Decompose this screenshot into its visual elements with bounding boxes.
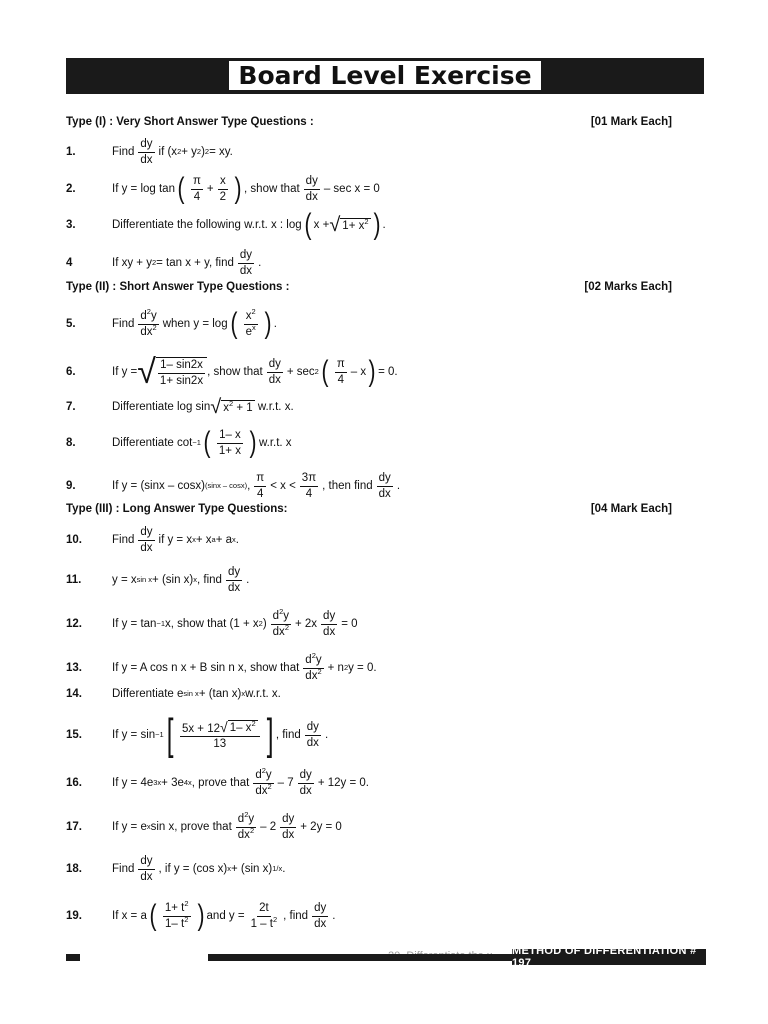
question-14	[66, 677, 706, 711]
question-body: y = x sin x + (sin x) x , find $\frac{dy}{dx}$ .	[112, 566, 250, 594]
text: when y = log	[162, 318, 228, 330]
question-16	[66, 766, 706, 800]
text: – 2	[260, 821, 277, 833]
bracket-right: ]	[266, 710, 274, 759]
question-body: Find $\frac{dy}{dx}$ , if y = (cos x) x + (sin x) 1/x .	[112, 855, 286, 883]
text: , if y = (cos x)	[158, 863, 228, 875]
text: ,	[247, 480, 251, 492]
question-body: If y = (sinx – cosx) (sinx – cosx) , $\frac{\pi}{4}$ < x < $\frac{3\pi}{4}$ , then find $\frac{dy}{dx}$ .	[112, 472, 401, 500]
section-title: Type (III) : Long Answer Type Questions:	[66, 503, 288, 515]
text: If y = log tan	[112, 183, 175, 195]
paren-left: (	[203, 426, 211, 459]
text: = 0	[341, 618, 358, 630]
question-number: 15.	[66, 729, 82, 741]
text: x +	[313, 219, 330, 231]
question-body: If y = √ $\frac{1- \sin 2x}{1+ \sin 2x}$ , show that $\frac{dy}{dx}$ + sec 2 ( $\frac{\pi}{4}$ – x ) = 0.	[112, 353, 398, 391]
question-number: 18.	[66, 863, 82, 875]
text: , find	[275, 729, 301, 741]
question-10	[66, 523, 706, 557]
text: + (sin x)	[230, 863, 273, 875]
fraction: $\frac{2t}{1 - t^2}$	[250, 902, 278, 930]
footer-bar	[208, 954, 512, 961]
fraction-pi-4: $\frac{\pi}{4}$	[336, 358, 345, 386]
fraction-3pi-4: $\frac{3\pi}{4}$	[301, 472, 317, 500]
text: Find	[112, 146, 135, 158]
question-number: 5.	[66, 318, 76, 330]
text: if (x	[158, 146, 178, 158]
fraction-dy-dx: $\frac{dy}{dx}$	[323, 610, 336, 638]
text: Find	[112, 863, 135, 875]
fraction-d2y-dx2: $\frac{d^2y}{dx^2}$	[140, 307, 157, 338]
text: w.r.t. x.	[245, 688, 281, 700]
text: If y = sin	[112, 729, 156, 741]
paren-right: )	[368, 355, 376, 388]
text: .	[324, 729, 329, 741]
fraction-d2y-dx2: $\frac{d^2y}{dx^2}$	[305, 651, 322, 682]
text: .	[273, 318, 277, 330]
question-body: If xy + y 2 = tan x + y, find $\frac{dy}{dx}$ .	[112, 249, 262, 277]
text: + 2y = 0	[300, 821, 342, 833]
text: .	[246, 574, 250, 586]
text: x, show that (1 + x	[165, 618, 259, 630]
text: Differentiate cot	[112, 437, 193, 449]
text: )	[262, 618, 267, 630]
text: , prove that	[191, 777, 250, 789]
text: – x	[350, 366, 367, 378]
text: If y = tan	[112, 618, 157, 630]
text: – 7	[277, 777, 294, 789]
question-4	[66, 246, 706, 280]
text: + n	[327, 662, 344, 674]
section-marks: [04 Mark Each]	[590, 503, 672, 515]
fraction-d2y-dx2: $\frac{d^2y}{dx^2}$	[272, 607, 289, 638]
text: y = x	[112, 574, 137, 586]
question-number: 4	[66, 257, 73, 269]
fraction-dy-dx: $\frac{dy}{dx}$	[140, 526, 153, 554]
paren-right: )	[197, 899, 205, 932]
square-root: √ $\frac{1- \sin 2x}{1+ \sin 2x}$	[137, 355, 207, 389]
fraction: $\frac{1- x}{1+ x}$	[218, 429, 241, 457]
fraction-dy-dx: $\frac{dy}{dx}$	[140, 138, 153, 166]
question-18	[66, 852, 706, 886]
text: If y = A cos n x + B sin n x, show that	[112, 662, 300, 674]
paren-left: (	[177, 172, 185, 205]
question-body: If y = sin −1 [ 5x + 12 √ 1– $x^2$ 13 ] , find $\frac{dy}{dx}$ .	[112, 710, 329, 759]
question-number: 17.	[66, 821, 82, 833]
text: + sec	[286, 366, 315, 378]
text: Find	[112, 534, 135, 546]
fraction-dy-dx: $\frac{dy}{dx}$	[305, 175, 318, 203]
text: + (tan x)	[198, 688, 242, 700]
paren-right: )	[249, 426, 257, 459]
text: Differentiate e	[112, 688, 184, 700]
question-number: 9.	[66, 480, 76, 492]
fraction: 5x + 12 √ 1– $x^2$ 13	[180, 720, 260, 750]
title-banner	[66, 58, 704, 94]
text: Differentiate log sin	[112, 401, 211, 413]
question-6	[66, 355, 706, 389]
fraction-pi-4: $\frac{\pi}{4}$	[192, 175, 201, 203]
text: y = 0.	[348, 662, 377, 674]
question-15	[66, 710, 706, 759]
text: + a	[215, 534, 232, 546]
question-number: 11.	[66, 574, 82, 586]
question-17	[66, 810, 706, 844]
question-body	[112, 309, 706, 339]
text: If xy + y	[112, 257, 152, 269]
text: = xy.	[209, 146, 233, 158]
text: , find	[197, 574, 222, 586]
question-7	[66, 390, 706, 424]
question-number: 12.	[66, 618, 82, 630]
section-marks: [02 Marks Each]	[584, 281, 672, 293]
fraction-d2y-dx2: $\frac{d^2y}{dx^2}$	[237, 810, 255, 841]
text: If y = 4e	[112, 777, 154, 789]
question-number: 7.	[66, 401, 76, 413]
question-body: If y = A cos n x + B sin n x, show that $\frac{d^2y}{dx^2}$ + n 2 y = 0.	[112, 651, 377, 682]
text: .	[282, 863, 286, 875]
question-body: Find $\frac{dy}{dx}$ if (x 2 + y 2 ) 2 = xy.	[112, 138, 233, 166]
square-root: √ $1+ x^2$	[329, 214, 369, 236]
text: = tan x + y, find	[156, 257, 234, 269]
question-number: 19.	[66, 910, 82, 922]
page-title: Board Level Exercise	[228, 60, 542, 91]
fraction-x2-ex: $\frac{x^2}{e^x}$	[245, 307, 256, 338]
bracket-left: [	[166, 710, 174, 759]
fraction-dy-dx: $\frac{dy}{dx}$	[140, 855, 153, 883]
question-number: 14.	[66, 688, 82, 700]
question-number: 6.	[66, 366, 76, 378]
fraction-dy-dx: $\frac{dy}{dx}$	[306, 721, 319, 749]
question-number: 1.	[66, 146, 76, 158]
text: – sec x = 0	[323, 183, 380, 195]
text: + x	[195, 534, 212, 546]
question-body: If y = log tan ( $\frac{\pi}{4}$ + $\frac{x}{2}$ ) , show that $\frac{dy}{dx}$ – sec x = 0	[112, 172, 380, 205]
footer-bar-left	[66, 954, 80, 961]
question-body	[112, 210, 706, 240]
text: .	[382, 219, 386, 231]
text: + 3e	[161, 777, 184, 789]
paren-left: (	[149, 899, 157, 932]
fraction-x-2: $\frac{x}{2}$	[219, 175, 227, 203]
question-body: Differentiate cot −1 ( $\frac{1- x}{1+ x}$ ) w.r.t. x	[112, 426, 292, 459]
question-body: If y = tan −1 x, show that (1 + x 2 ) $\frac{d^2y}{dx^2}$ + 2x $\frac{dy}{dx}$ = 0	[112, 607, 358, 638]
text: , then find	[322, 480, 373, 492]
question-body	[112, 901, 706, 931]
fraction-dy-dx: $\frac{dy}{dx}$	[314, 902, 327, 930]
section-heading-type-1	[66, 116, 672, 128]
question-body: Find $\frac{dy}{dx}$ if y = x x + x a + a x .	[112, 526, 239, 554]
text: and y =	[206, 910, 245, 922]
text: + y	[181, 146, 197, 158]
question-number: 3.	[66, 219, 76, 231]
text: .	[396, 480, 401, 492]
question-1	[66, 135, 706, 169]
section-title: Type (I) : Very Short Answer Type Questions :	[66, 116, 314, 128]
text: .	[235, 534, 239, 546]
section-title: Type (II) : Short Answer Type Questions :	[66, 281, 290, 293]
text: = 0.	[378, 366, 398, 378]
fraction-dy-dx: $\frac{dy}{dx}$	[378, 472, 391, 500]
question-3	[66, 208, 706, 242]
text: If y =	[112, 366, 138, 378]
fraction-d2y-dx2: $\frac{d^2y}{dx^2}$	[255, 766, 272, 797]
paren-left: (	[321, 355, 329, 388]
text: sin x, prove that	[150, 821, 232, 833]
footer-page-label: METHOD OF DIFFERENTIATION # 197	[512, 949, 706, 965]
paren-right: )	[264, 307, 272, 340]
question-19	[66, 899, 706, 933]
fraction-dy-dx: $\frac{dy}{dx}$	[239, 249, 253, 277]
question-number: 8.	[66, 437, 76, 449]
question-number: 16.	[66, 777, 82, 789]
text: Differentiate the following w.r.t. x : log	[112, 219, 302, 231]
question-number: 10.	[66, 534, 82, 546]
fraction-pi-4: $\frac{\pi}{4}$	[256, 472, 265, 500]
text: , show that	[244, 183, 300, 195]
question-body	[112, 397, 706, 417]
fraction-dy-dx: $\frac{dy}{dx}$	[282, 813, 295, 841]
text: .	[332, 910, 336, 922]
question-11	[66, 563, 706, 597]
question-body: If y = e x sin x, prove that $\frac{d^2y}{dx^2}$ – 2 $\frac{dy}{dx}$ + 2y = 0	[112, 810, 342, 841]
paren-right: )	[234, 172, 242, 205]
section-heading-type-2	[66, 281, 672, 293]
question-5	[66, 307, 706, 341]
square-root: √ $x^2 + 1$	[210, 396, 253, 418]
question-12	[66, 607, 706, 641]
question-8	[66, 426, 706, 460]
text: .	[258, 257, 262, 269]
text: w.r.t. x.	[257, 401, 294, 413]
question-number: 2.	[66, 183, 76, 195]
question-number: 13.	[66, 662, 82, 674]
text: , show that	[207, 366, 263, 378]
fraction-dy-dx: $\frac{dy}{dx}$	[268, 358, 281, 386]
text: If x = a	[112, 910, 147, 922]
section-heading-type-3	[66, 503, 672, 515]
paren-left: (	[304, 208, 312, 241]
text: + 12y = 0.	[317, 777, 369, 789]
fraction-dy-dx: $\frac{dy}{dx}$	[299, 769, 312, 797]
text: if y = x	[158, 534, 193, 546]
paren-right: )	[373, 208, 381, 241]
question-2	[66, 172, 706, 206]
text: , find	[283, 910, 309, 922]
text: < x <	[270, 480, 296, 492]
question-body: If y = 4e 3x + 3e 4x , prove that $\frac{d^2y}{dx^2}$ – 7 $\frac{dy}{dx}$ + 12y = 0.	[112, 766, 369, 797]
text: + 2x	[294, 618, 318, 630]
question-9	[66, 469, 706, 503]
text: If y = (sinx – cosx)	[112, 480, 205, 492]
text: + (sin x)	[152, 574, 194, 586]
text: )	[201, 146, 205, 158]
text: If y = e	[112, 821, 147, 833]
fraction: $\frac{1+ t^2}{1- t^2}$	[164, 899, 189, 930]
text: w.r.t. x	[258, 437, 292, 449]
paren-left: (	[230, 307, 238, 340]
fraction-dy-dx: $\frac{dy}{dx}$	[227, 566, 241, 594]
text: Find	[112, 318, 135, 330]
section-marks: [01 Mark Each]	[590, 116, 672, 128]
question-body: Differentiate e sin x + (tan x) x w.r.t. x.	[112, 688, 281, 700]
